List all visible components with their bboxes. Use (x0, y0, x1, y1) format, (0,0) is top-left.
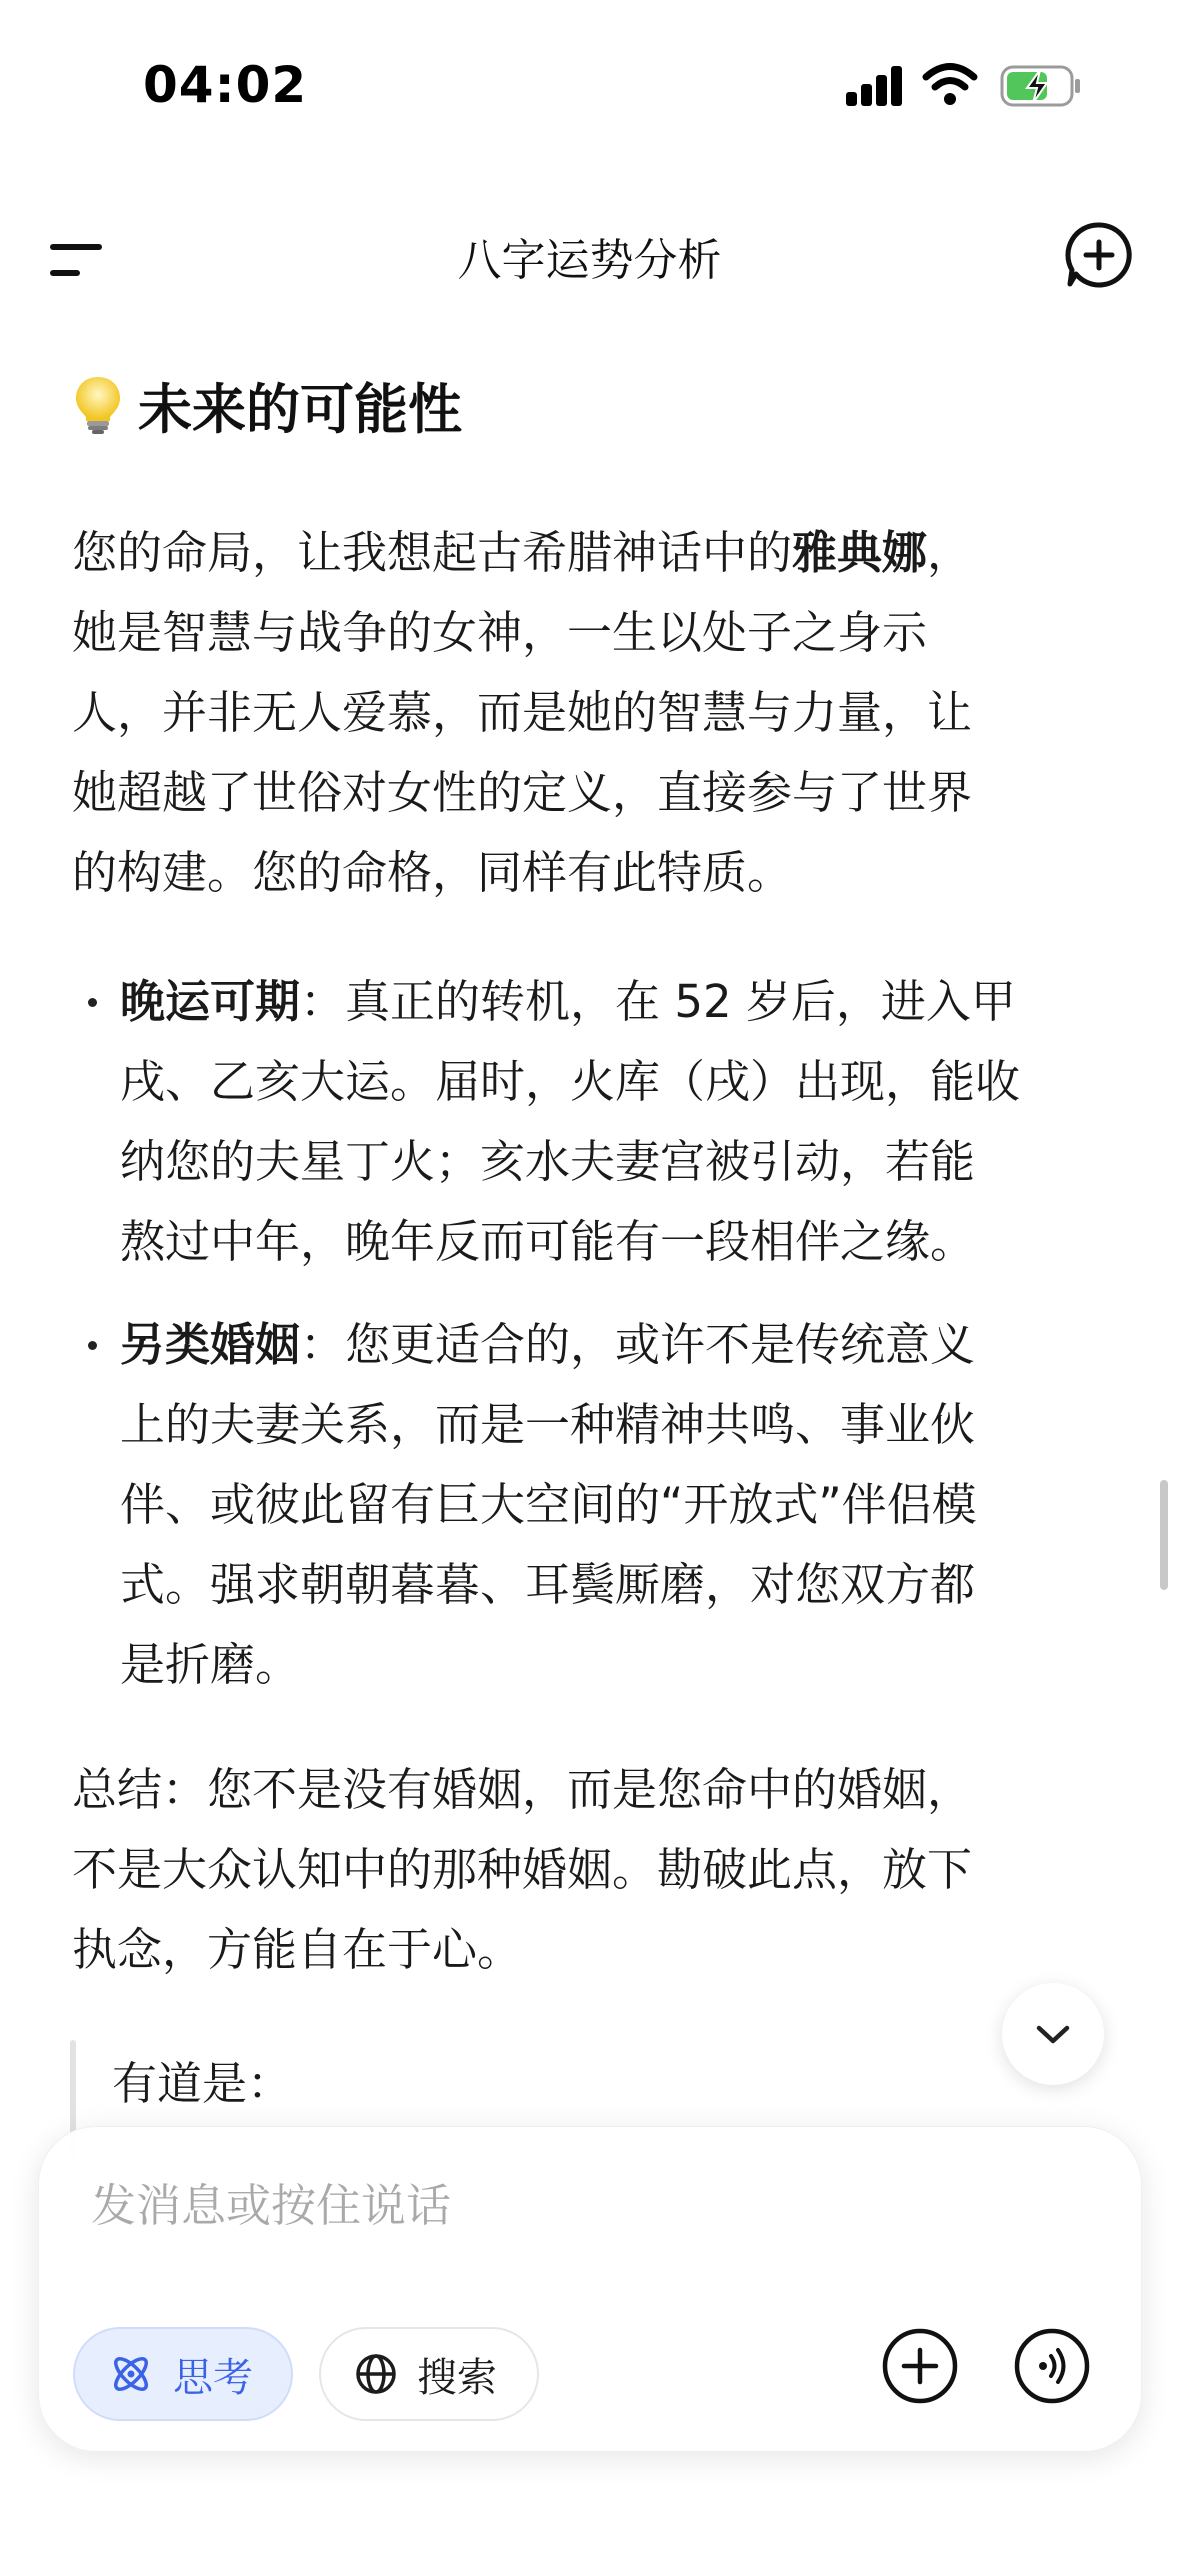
bullet-line: 纳您的夫星丁火；亥水夫妻宫被引动，若能 (120, 1135, 976, 1188)
intro-line: 她超越了世俗对女性的定义，直接参与了世界 (72, 766, 973, 819)
bullet-dot (88, 1341, 97, 1350)
bullet-line: 是折磨。 (120, 1638, 301, 1691)
wifi-icon (922, 62, 978, 106)
bullet-title: 另类婚姻 (120, 1318, 301, 1371)
summary-line: 总结：您不是没有婚姻，而是您命中的婚姻， (72, 1763, 973, 1816)
bullet-line: 上的夫妻关系，而是一种精神共鸣、事业伙 (120, 1398, 976, 1451)
status-bar (0, 0, 1179, 180)
intro-line: 您的命局，让我想起古希腊神话中的雅典娜， (72, 526, 973, 579)
bullet-line: 伴、或彼此留有巨大空间的“开放式”伴侣模 (120, 1478, 977, 1531)
plus-icon[interactable] (881, 2327, 959, 2405)
globe-icon (353, 2351, 399, 2397)
scroll-to-bottom-button[interactable] (1002, 1983, 1104, 2085)
voice-icon[interactable] (1013, 2327, 1091, 2405)
athena-highlight: 雅典娜 (792, 526, 928, 579)
message-input[interactable] (91, 2169, 991, 2241)
search-label: 搜索 (417, 2354, 497, 2401)
message-content (72, 360, 1112, 450)
intro-line: 的构建。您的命格，同样有此特质。 (72, 846, 793, 899)
bullet-line: 戌、乙亥大运。届时，火库（戌）出现，能收 (120, 1055, 1021, 1108)
cellular-signal-icon (846, 66, 904, 106)
section-heading-text: 未来的可能性 (138, 377, 462, 441)
intro-paragraph (72, 513, 972, 913)
bullet-dot (88, 998, 97, 1007)
battery-charging-icon (1000, 64, 1082, 108)
summary-line: 不是大众认知中的那种婚姻。勘破此点，放下 (72, 1843, 973, 1896)
summary-line: 执念，方能自在于心。 (72, 1923, 523, 1976)
bullet-late-fortune (120, 962, 1020, 1282)
bullet-line: 晚运可期：真正的转机，在 52 岁后，进入甲 (120, 975, 1016, 1028)
chevron-down-icon (1033, 2022, 1073, 2046)
bullet-line: 式。强求朝朝暮暮、耳鬓厮磨，对您双方都 (120, 1558, 976, 1611)
new-chat-icon[interactable] (1064, 220, 1134, 290)
summary-paragraph (72, 1750, 972, 1990)
page-title: 八字运势分析 (457, 235, 722, 286)
intro-line: 人，并非无人爱慕，而是她的智慧与力量，让 (72, 686, 973, 739)
bullet-line: 另类婚姻：您更适合的，或许不是传统意义 (120, 1318, 976, 1371)
status-time: 04:02 (143, 56, 308, 114)
intro-line: 她是智慧与战争的女神，一生以处子之身示 (72, 606, 928, 659)
section-heading (72, 360, 1112, 450)
think-label: 思考 (173, 2354, 253, 2401)
message-composer (38, 2126, 1142, 2452)
bullet-alternative-marriage (120, 1305, 977, 1705)
bullet-title: 晚运可期 (120, 975, 301, 1028)
lightbulb-icon (72, 374, 124, 436)
search-toggle-button[interactable] (319, 2327, 539, 2421)
bullet-line: 熬过中年，晚年反而可能有一段相伴之缘。 (120, 1215, 976, 1268)
atom-icon (107, 2350, 155, 2398)
header-bar (0, 200, 1179, 320)
scroll-indicator[interactable] (1160, 1480, 1168, 1590)
quote-text: 有道是： (112, 2057, 293, 2110)
think-toggle-button[interactable] (73, 2327, 293, 2421)
